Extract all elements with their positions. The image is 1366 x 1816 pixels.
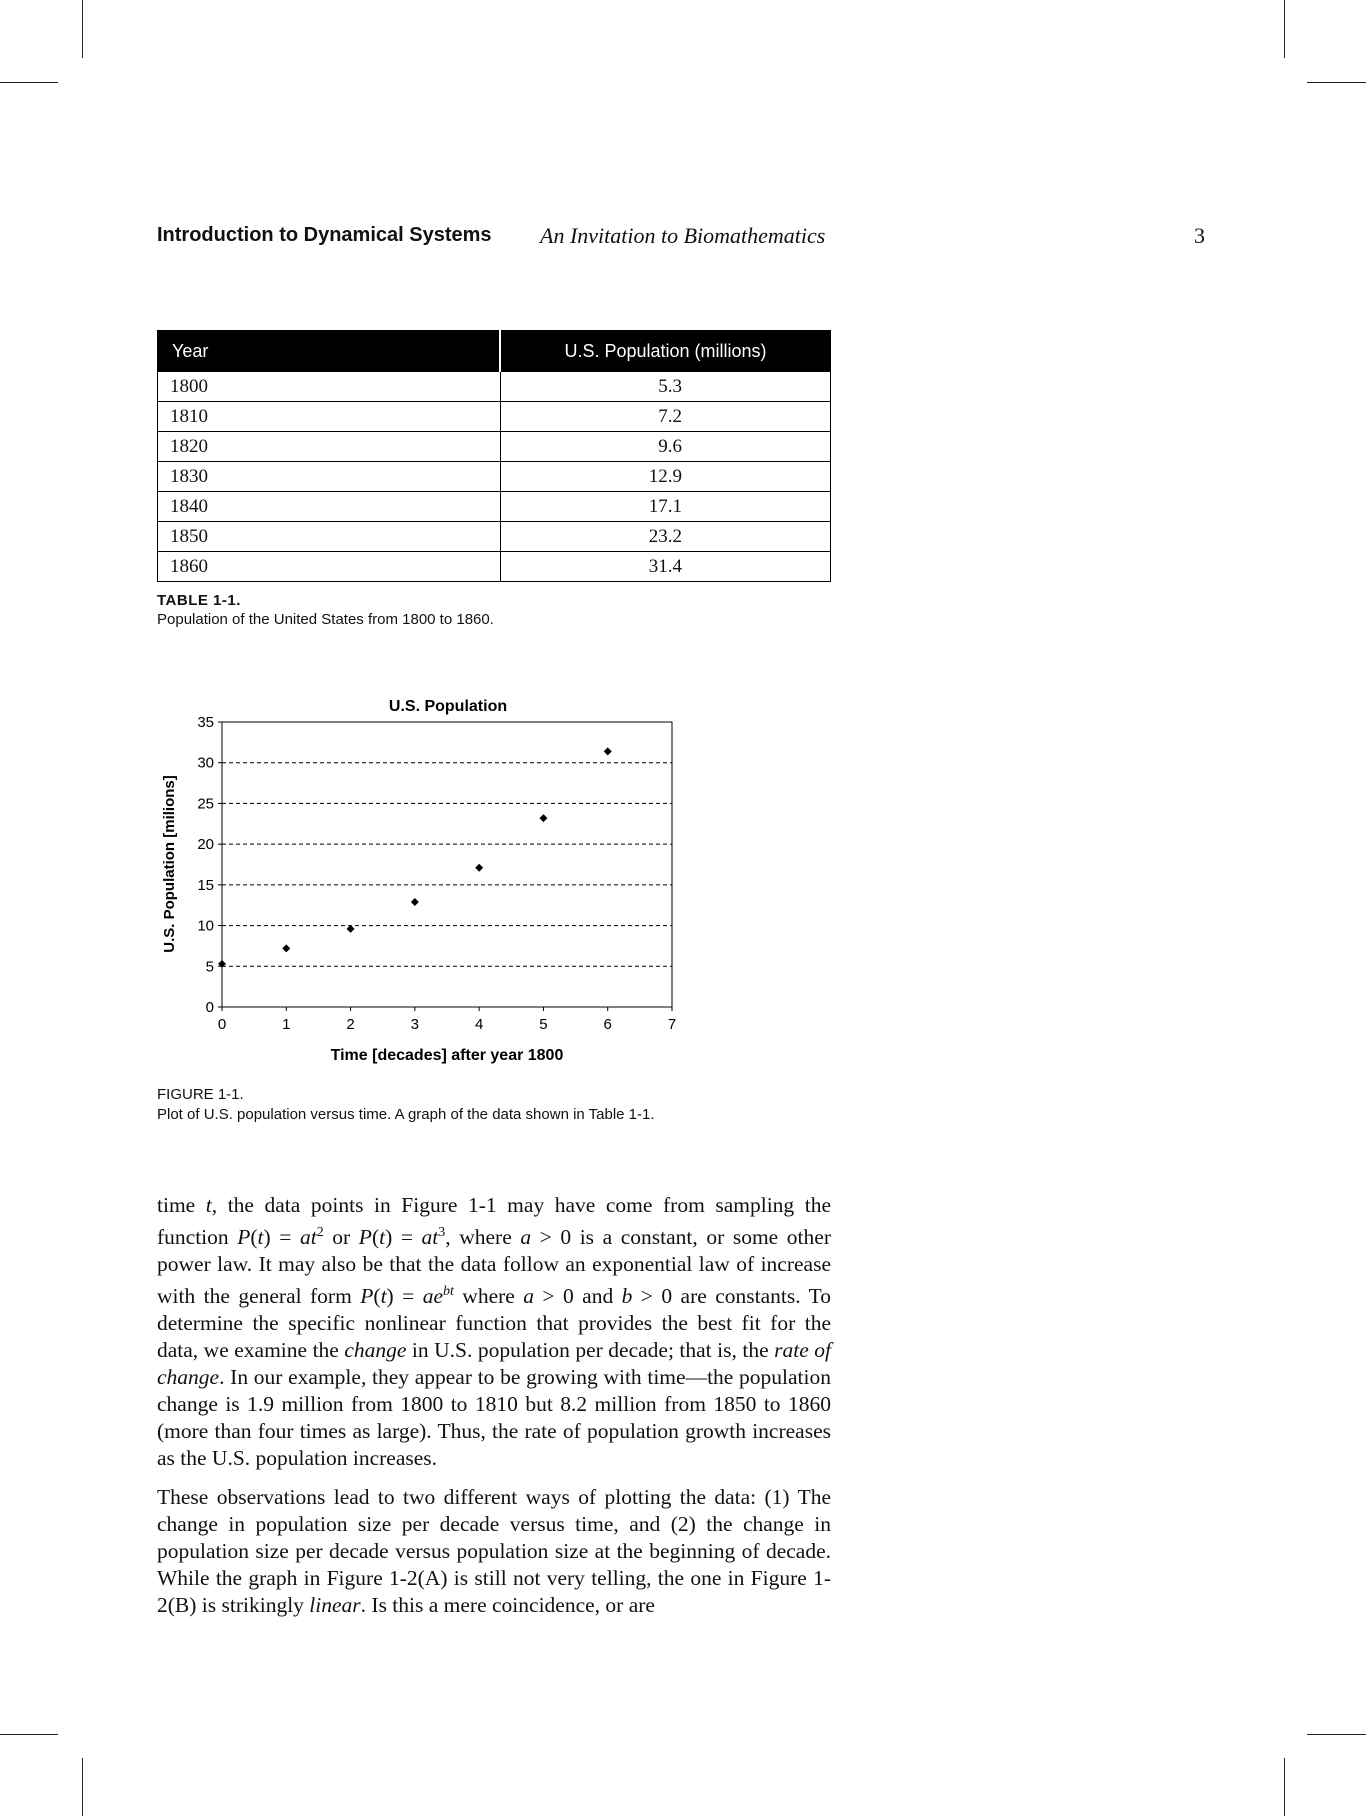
body-paragraph-1 [157,1192,831,1472]
table-cell-year: 1800 [158,372,501,402]
data-point [282,944,290,952]
paragraph-text: time t, the data points in Figure 1-1 may have come from sampling the function $P(t) = at^2$ or $P(t) = at^3$, where a > 0 is a constant, or some other power law. It may also be that the data follow an exponential law of increase with the general form $P(t) = ae^{bt}$ where a > 0 and b > 0 are constants. To determine the specific nonlinear function that provides the best fit for the data, we examine the change in U.S. population per decade; that is, the rate of change. In our example, they appear to be growing with time—the population change is 1.9 million from 1800 to 1810 but 8.2 million from 1850 to 1860 (more than four times as large). Thus, the rate of population growth increases as the U.S. population increases. [157,1193,831,1471]
x-tick-label: 4 [474,1016,484,1033]
table-caption [157,591,494,629]
table-row [158,402,831,432]
data-point [475,864,483,872]
table-header-year: Year [158,331,501,372]
crop-mark [1307,82,1366,83]
table-cell-population: 23.2 [500,522,831,552]
table-row [158,372,831,402]
y-tick-label: 25 [197,795,214,813]
crop-mark [82,0,83,58]
y-tick-label: 5 [205,958,214,976]
y-tick-label: 15 [197,876,214,894]
x-tick-label: 0 [217,1016,227,1033]
figure-caption-text: Plot of U.S. population versus time. A graph of the data shown in Table 1-1. [157,1106,655,1123]
data-point [539,814,547,822]
table-caption-label: TABLE 1-1. [157,592,241,609]
table-cell-population: 7.2 [500,402,831,432]
table-row [158,552,831,582]
table-cell-population: 12.9 [500,462,831,492]
table-cell-year: 1830 [158,462,501,492]
table-row [158,522,831,552]
crop-mark [1284,0,1285,58]
y-tick-label: 30 [197,754,214,772]
body-paragraph-2 [157,1484,831,1619]
table-cell-population: 9.6 [500,432,831,462]
table-cell-year: 1820 [158,432,501,462]
data-point [604,747,612,755]
x-tick-label: 7 [667,1016,677,1033]
running-header-book: An Invitation to Biomathematics [540,223,826,248]
table-cell-population: 31.4 [500,552,831,582]
x-tick-label: 6 [603,1016,612,1033]
table-cell-year: 1840 [158,492,501,522]
page-number: 3 [1194,223,1205,248]
table-header-population: U.S. Population (millions) [500,331,831,372]
table-cell-year: 1850 [158,522,501,552]
table-row [158,462,831,492]
crop-mark [82,1758,83,1816]
plot-area [222,722,672,1007]
population-chart [150,688,690,1068]
x-tick-label: 2 [346,1016,355,1033]
y-tick-label: 0 [205,999,214,1016]
y-tick-label: 20 [197,836,214,854]
data-point [411,898,419,906]
table-cell-population: 17.1 [500,492,831,522]
table-cell-year: 1860 [158,552,501,582]
table-header-row [158,331,831,372]
table-row [158,432,831,462]
y-tick-label: 10 [197,917,214,935]
table-row [158,492,831,522]
crop-mark [1307,1734,1366,1735]
crop-mark [1284,1758,1285,1816]
table-cell-population: 5.3 [500,372,831,402]
chart-title: U.S. Population [388,698,508,715]
paragraph-text: These observations lead to two different ways of plotting the data: (1) The change in population size per decade versus time, and (2) the change in population size per decade versus population size at the beginning of decade. While the graph in Figure 1-2(A) is still not very telling, the one in Figure 1-2(B) is strikingly linear. Is this a mere coincidence, or are [157,1485,831,1617]
table-caption-text: Population of the United States from 1800 to 1860. [157,611,494,628]
running-header-chapter: Introduction to Dynamical Systems [157,224,492,246]
figure-caption [157,1085,655,1125]
crop-mark [0,1734,58,1735]
x-tick-label: 3 [410,1016,420,1033]
population-table [157,330,831,582]
y-tick-label: 35 [197,714,214,731]
table-cell-year: 1810 [158,402,501,432]
x-tick-label: 1 [282,1016,291,1033]
crop-mark [0,82,58,83]
data-point [347,925,355,933]
y-axis-label: U.S. Population [milions] [161,775,178,953]
x-tick-label: 5 [539,1016,548,1033]
figure-caption-label: FIGURE 1-1. [157,1086,244,1103]
x-axis-label: Time [decades] after year 1800 [330,1047,564,1064]
